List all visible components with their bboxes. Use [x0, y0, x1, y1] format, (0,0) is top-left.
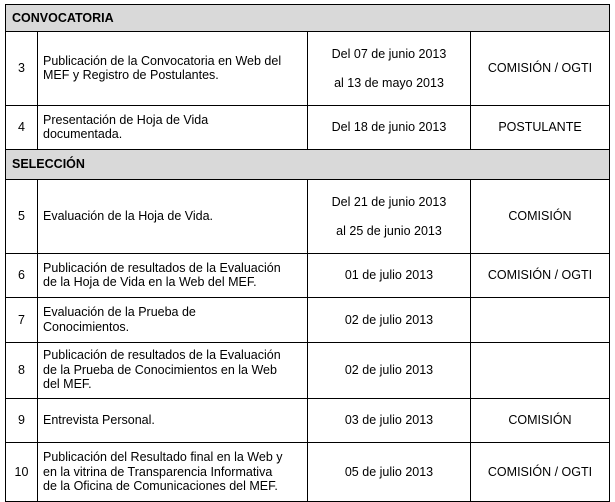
section-title: SELECCIÓN — [6, 150, 610, 180]
table-row — [6, 342, 610, 398]
date-text: 05 de julio 2013 — [344, 464, 434, 479]
activity-text: Evaluación de la Hoja de Vida. — [43, 209, 214, 223]
date-cell — [308, 180, 471, 254]
row-number: 10 — [6, 443, 38, 502]
date-text: al 25 de junio 2013 — [336, 223, 442, 238]
activity-cell — [38, 105, 308, 150]
table-row — [6, 253, 610, 298]
responsible-cell: COMISIÓN — [471, 398, 610, 443]
activity-text: Conocimientos. — [43, 319, 130, 334]
activity-text: en la vitrina de Transparencia Informativa — [43, 464, 273, 479]
activity-text: de la Hoja de Vida en la Web del MEF. — [43, 275, 257, 290]
activity-text: Publicación del Resultado final en la Web y — [43, 450, 283, 465]
activity-cell — [38, 443, 308, 502]
activity-cell — [38, 180, 308, 254]
date-text: Del 18 de junio 2013 — [331, 120, 447, 134]
date-text: Del 07 de junio 2013 — [331, 46, 447, 61]
responsible-cell: COMISIÓN / OGTI — [471, 253, 610, 298]
date-cell — [308, 298, 471, 343]
activity-cell — [38, 253, 308, 298]
activity-text: de la Oficina de Comunicaciones del MEF. — [43, 479, 278, 494]
activity-cell — [38, 32, 308, 106]
row-number: 6 — [6, 253, 38, 298]
row-number: 9 — [6, 398, 38, 443]
date-cell — [308, 32, 471, 106]
section-header-row — [6, 5, 610, 32]
row-number: 8 — [6, 342, 38, 398]
activity-text: Entrevista Personal. — [43, 413, 155, 427]
table-row — [6, 398, 610, 443]
date-cell — [308, 398, 471, 443]
activity-text: Evaluación de la Prueba de — [43, 305, 196, 320]
responsible-cell: COMISIÓN / OGTI — [471, 32, 610, 106]
schedule-table — [5, 4, 610, 502]
responsible-cell — [471, 298, 610, 343]
table-row — [6, 443, 610, 502]
row-number: 7 — [6, 298, 38, 343]
date-text: al 13 de mayo 2013 — [334, 75, 444, 90]
responsible-cell — [471, 342, 610, 398]
date-cell — [308, 253, 471, 298]
responsible-cell: COMISIÓN — [471, 180, 610, 254]
activity-text: documentada. — [43, 127, 123, 142]
date-text: 03 de julio 2013 — [344, 413, 434, 427]
table-row — [6, 105, 610, 150]
date-text: 01 de julio 2013 — [344, 268, 434, 282]
date-text: Del 21 de junio 2013 — [331, 194, 447, 209]
row-number: 5 — [6, 180, 38, 254]
activity-text: Publicación de resultados de la Evaluación — [43, 348, 281, 363]
activity-text: de la Prueba de Conocimientos en la Web — [43, 362, 277, 377]
date-cell — [308, 105, 471, 150]
activity-text: Presentación de Hoja de Vida — [43, 112, 209, 127]
date-cell — [308, 342, 471, 398]
activity-cell — [38, 398, 308, 443]
table-row — [6, 180, 610, 254]
table-row — [6, 298, 610, 343]
date-cell — [308, 443, 471, 502]
activity-cell — [38, 342, 308, 398]
activity-text: Publicación de resultados de la Evaluación — [43, 260, 281, 275]
table-row — [6, 32, 610, 106]
date-text: 02 de julio 2013 — [344, 312, 434, 327]
row-number: 4 — [6, 105, 38, 150]
activity-cell — [38, 298, 308, 343]
section-header-row — [6, 150, 610, 180]
responsible-cell: POSTULANTE — [471, 105, 610, 150]
responsible-cell: COMISIÓN / OGTI — [471, 443, 610, 502]
row-number: 3 — [6, 32, 38, 106]
date-text: 02 de julio 2013 — [344, 362, 434, 377]
activity-text: MEF y Registro de Postulantes. — [43, 68, 219, 83]
activity-text: del MEF. — [43, 377, 92, 392]
activity-text: Publicación de la Convocatoria en Web del — [43, 53, 282, 68]
section-title: CONVOCATORIA — [6, 5, 610, 32]
